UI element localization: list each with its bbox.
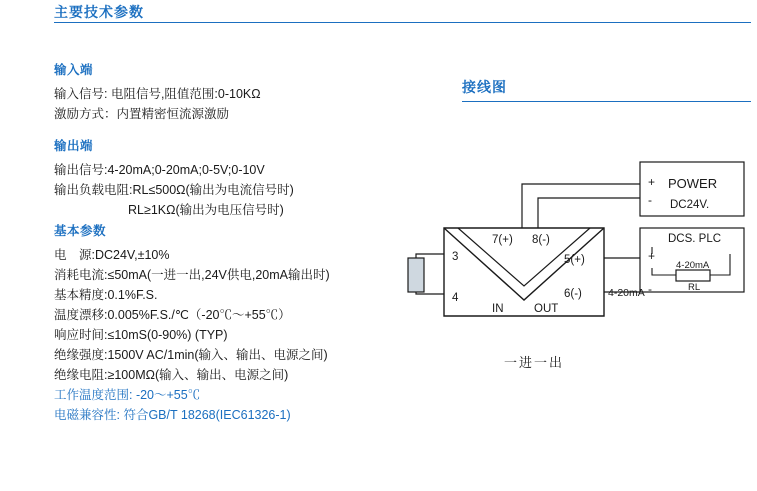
module-out-label: OUT: [534, 303, 559, 315]
output-signal-label: 4-20mA: [608, 287, 645, 299]
spec-line: RL≥1KΩ(输出为电压信号时): [128, 203, 284, 217]
spec-heading-basic: 基本参数: [54, 224, 107, 238]
spec-line: 输出负载电阻:RL≤500Ω(输出为电流信号时): [54, 183, 294, 197]
section-title-wiring: 接线图: [462, 79, 507, 95]
spec-line: 基本精度:0.1%F.S.: [54, 288, 158, 302]
power-plus-label: +: [648, 175, 656, 189]
load-resistor-label: RL: [688, 282, 701, 293]
spec-line: 激励方式：内置精密恒流源激励: [54, 107, 230, 121]
spec-line: 消耗电流:≤50mA(一进一出,24V供电,20mA输出时): [54, 268, 330, 282]
load-plus-label: +: [648, 249, 656, 263]
load-signal-label: 4-20mA: [676, 260, 710, 271]
spec-group-input: [54, 60, 261, 124]
diagram-caption: 一进一出: [504, 355, 565, 370]
module-in-label: IN: [492, 303, 504, 315]
sensor-resistor: [408, 258, 424, 292]
spec-line: 响应时间:≤10mS(0-90%) (TYP): [54, 328, 228, 342]
power-minus-label: -: [648, 193, 652, 207]
title-divider-right: [462, 101, 751, 102]
spec-line: 电 源:DC24V,±10%: [54, 248, 170, 262]
load-title-label: DCS. PLC: [668, 233, 722, 245]
section-title-specs: 主要技术参数: [54, 4, 144, 20]
spec-group-output: [54, 136, 294, 220]
spec-line: 输出信号:4-20mA;0-20mA;0-5V;0-10V: [54, 163, 265, 177]
spec-line: 输入信号: 电阻信号,阻值范围:0-10KΩ: [54, 87, 261, 101]
module-body: [444, 228, 604, 316]
spec-line: 绝缘强度:1500V AC/1min(输入、输出、电源之间): [54, 348, 328, 362]
load-minus-label: -: [648, 282, 652, 296]
power-title-label: POWER: [668, 176, 718, 191]
terminal-3-label: 3: [452, 251, 459, 263]
spec-group-basic: [54, 221, 330, 425]
terminal-7-label: 7(+): [492, 234, 513, 246]
title-divider-left: [54, 22, 751, 23]
spec-line-operating-temp: 工作温度范围: -20～+55℃: [54, 388, 201, 402]
terminal-6-label: 6(-): [564, 288, 582, 300]
spec-line-emc: 电磁兼容性: 符合GB/T 18268(IEC61326-1): [54, 408, 291, 422]
terminal-8-label: 8(-): [532, 234, 550, 246]
spec-heading-input: 输入端: [54, 63, 94, 77]
terminal-5-label: 5(+): [564, 254, 585, 266]
power-voltage-label: DC24V.: [670, 199, 710, 211]
load-resistor-symbol: [676, 270, 710, 281]
spec-line: 温度漂移:0.005%F.S./℃（-20℃～+55℃）: [54, 308, 291, 322]
terminal-4-label: 4: [452, 292, 459, 304]
wiring-diagram: [400, 150, 751, 390]
spec-heading-output: 输出端: [54, 139, 94, 153]
spec-line: 绝缘电阻:≥100MΩ(输入、输出、电源之间): [54, 368, 289, 382]
